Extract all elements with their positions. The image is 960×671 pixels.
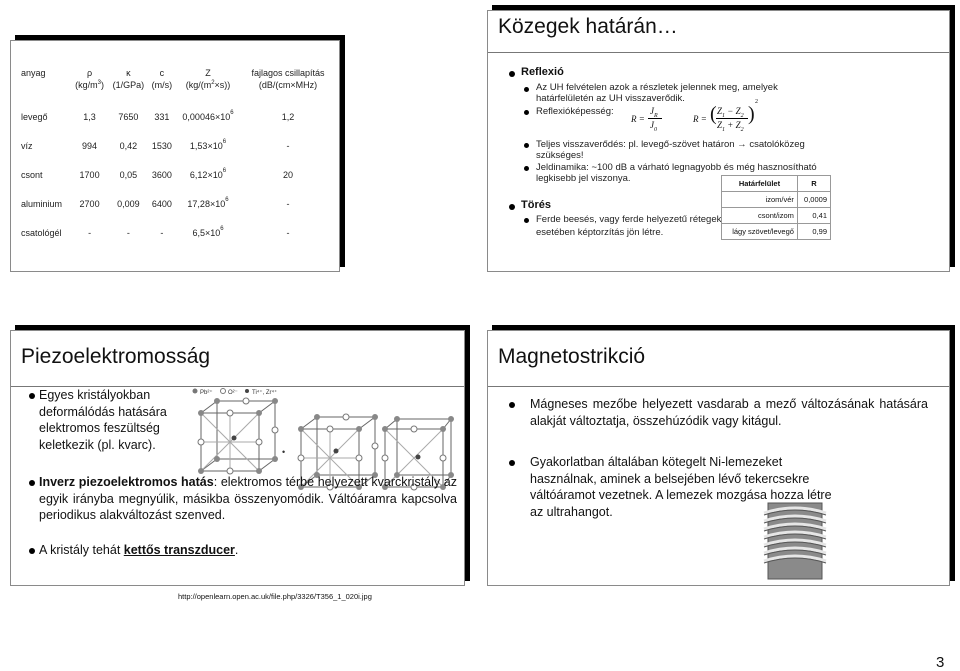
- header-z: Z $(kg/(m^2\times s))$: [185, 68, 231, 90]
- cell-att: -: [286, 198, 290, 209]
- text-magneto-2: Gyakorlatban általában kötegelt Ni-lemezeket használnak, aminek a belsejében lévő tekercsekre váltóáramot vezetnek. A lemezek mozgása hozza létre az ultrahangot.: [530, 455, 832, 519]
- text-inverz-rest: : elektromos térbe helyezett kvarckristály az egyik irányba megnyúlik, másikba összenyomódik. Váltóáramra kapcsolva periodikus alakváltozást szenved.: [39, 475, 457, 522]
- bullet-icon: [509, 402, 515, 408]
- slide-kozegek-hataran: [487, 10, 950, 272]
- formula-2-denominator: $Z_1 + Z_2$: [717, 120, 744, 133]
- cell-c: 1530: [151, 140, 172, 151]
- formula-1-numerator: $J_R$: [650, 106, 658, 119]
- table-row: [722, 224, 831, 240]
- table-row: [19, 189, 335, 218]
- svg-text:•: •: [282, 447, 286, 457]
- bullet-icon: [29, 480, 35, 486]
- legend-o: O²⁻: [228, 390, 238, 396]
- cell-kappa: 0,009: [117, 198, 140, 209]
- formula-2-bracket-left: (: [710, 103, 717, 125]
- bullet-icon: [524, 143, 529, 148]
- text-jeldinamika: Jeldinamika: ~100 dB a várható legnagyobb és még hasznosítható legkisebb jel viszonya.: [536, 162, 817, 184]
- text-p3c: .: [234, 543, 239, 557]
- material-properties-table: [19, 63, 335, 247]
- text-reflexiokepesseg: Reflexióképesség:: [536, 106, 614, 117]
- cell-material: víz: [21, 140, 33, 151]
- cell-material: csatológél: [21, 227, 62, 238]
- text-p3-bold: kettős transzducer: [123, 543, 235, 557]
- formula-2-lhs: R =: [693, 114, 707, 124]
- cell-z: $6,5\times 10^6$: [192, 225, 224, 238]
- page-number: 3: [936, 654, 945, 671]
- table-header-row: [722, 176, 831, 192]
- cell-rho: 2700: [79, 198, 100, 209]
- bullet-icon: [29, 548, 35, 554]
- bullet-icon: [524, 87, 529, 92]
- cell-c: -: [160, 227, 164, 238]
- cell-kappa: -: [126, 227, 130, 238]
- cell-att: 20: [282, 169, 293, 180]
- cell-material: aluminium: [21, 198, 63, 209]
- bullet-icon: [29, 393, 35, 399]
- table-row: [19, 131, 335, 160]
- table-row: [19, 218, 335, 247]
- text-teljes-visszaverodes: Teljes visszaverődés: pl. levegő-szövet határon → csatolóközeg szükséges!: [536, 139, 805, 161]
- text-magneto-1: Mágneses mezőbe helyezett vasdarab a mező változásának hatására alakját változtatja, összehúzódik vagy kitágul.: [530, 397, 928, 428]
- bullet-icon: [509, 460, 515, 466]
- text-piezo-1: Egyes kristályokban deformálódás hatására elektromos feszültség keletkezik (pl. kvarc).: [39, 388, 167, 452]
- cell-c: 3600: [151, 169, 172, 180]
- fraction-bar: [648, 118, 662, 119]
- formula-2-bracket-right: ): [748, 103, 755, 125]
- header-c: c (m/s): [151, 68, 173, 90]
- cell-kappa: 7650: [118, 111, 139, 122]
- cell-z: $6,12\times 10^6$: [189, 167, 227, 180]
- slide-magnetostrikcio: [487, 330, 950, 586]
- cell-att: 1,2: [281, 111, 295, 122]
- cell-r: 0,0009: [797, 192, 830, 208]
- table-row: [722, 192, 831, 208]
- formula-1-lhs: R =: [631, 114, 645, 124]
- table-row: [722, 208, 831, 224]
- slide-title: Közegek határán…: [498, 15, 678, 38]
- bullet-icon: [509, 71, 515, 77]
- cell-att: -: [286, 227, 290, 238]
- slide-title: Piezoelektromosság: [21, 345, 211, 368]
- formula-2-numerator: $Z_1 - Z_2$: [717, 106, 744, 119]
- fraction-bar: [716, 118, 748, 119]
- title-divider: [488, 52, 949, 53]
- cell-rho: -: [88, 227, 92, 238]
- magnetostriction-coil-image: [760, 499, 830, 583]
- text-kettos-transzducer: [39, 542, 457, 559]
- header-hatarfelulet: Határfelület: [722, 176, 798, 192]
- cell-rho: 1700: [79, 169, 100, 180]
- text-tores: Ferde beesés, vagy ferde helyezetű rétegek esetében képtorzítás jön létre.: [536, 214, 722, 238]
- slide-piezoelektromossag: [10, 330, 465, 586]
- cell-c: 6400: [151, 198, 172, 209]
- cell-att: -: [286, 140, 290, 151]
- cell-z: $17,28\times 10^6$: [187, 196, 229, 209]
- text-inverz-piezo: [39, 474, 457, 524]
- header-kappa: κ (1/GPa): [112, 68, 145, 90]
- cell-material: levegő: [21, 111, 48, 122]
- header-r: R: [797, 176, 830, 192]
- formula-1-denominator: $J_0$: [650, 120, 657, 133]
- cell-r: 0,99: [797, 224, 830, 240]
- cell-interface: izom/vér: [722, 192, 798, 208]
- cell-c: 331: [154, 111, 170, 122]
- cell-kappa: 0,42: [119, 140, 138, 151]
- cell-interface: csont/izom: [722, 208, 798, 224]
- legend-ti-zr: Ti⁴⁺, Zr⁴⁺: [252, 390, 278, 396]
- legend-pb: Pb²⁺: [200, 390, 213, 396]
- header-rho: ρ $(kg/m^3)$: [75, 68, 104, 90]
- reflection-table: [721, 175, 831, 240]
- cell-r: 0,41: [797, 208, 830, 224]
- text-p3a: A kristály tehát: [39, 543, 124, 557]
- bullet-icon: [524, 110, 529, 115]
- cell-kappa: 0,05: [119, 169, 138, 180]
- bullet-icon: [524, 166, 529, 171]
- header-attenuation: fajlagos csillapítás (dB/(cm×MHz): [251, 68, 325, 90]
- cell-rho: 994: [82, 140, 98, 151]
- cell-rho: 1,3: [83, 111, 96, 122]
- table-row: [19, 160, 335, 189]
- slide-material-table: [10, 40, 340, 272]
- bullet-icon: [524, 218, 529, 223]
- heading-reflexio: Reflexió: [521, 66, 564, 78]
- title-divider: [488, 386, 949, 387]
- header-material: anyag: [21, 68, 46, 78]
- heading-tores: Törés: [521, 199, 551, 211]
- table-row: [19, 102, 335, 131]
- cell-z: $0,00046\times 10^6$: [182, 109, 234, 122]
- cell-interface: lágy szövet/levegő: [722, 224, 798, 240]
- table-header-row: [19, 63, 335, 102]
- image-source-url: http://openlearn.open.ac.uk/file.php/3326/T356_1_020i.jpg: [178, 592, 372, 601]
- slide-title: Magnetostrikció: [498, 345, 646, 368]
- cell-material: csont: [21, 169, 43, 180]
- text-inverz-bold: Inverz piezoelektromos hatás: [39, 475, 214, 489]
- cell-z: $1,53\times 10^6$: [189, 138, 227, 151]
- formula-2-exponent: 2: [755, 99, 758, 105]
- text-reflexio-1: Az UH felvételen azok a részletek jelennek meg, amelyek határfelületén az UH visszaverődik.: [536, 82, 778, 104]
- bullet-icon: [509, 204, 515, 210]
